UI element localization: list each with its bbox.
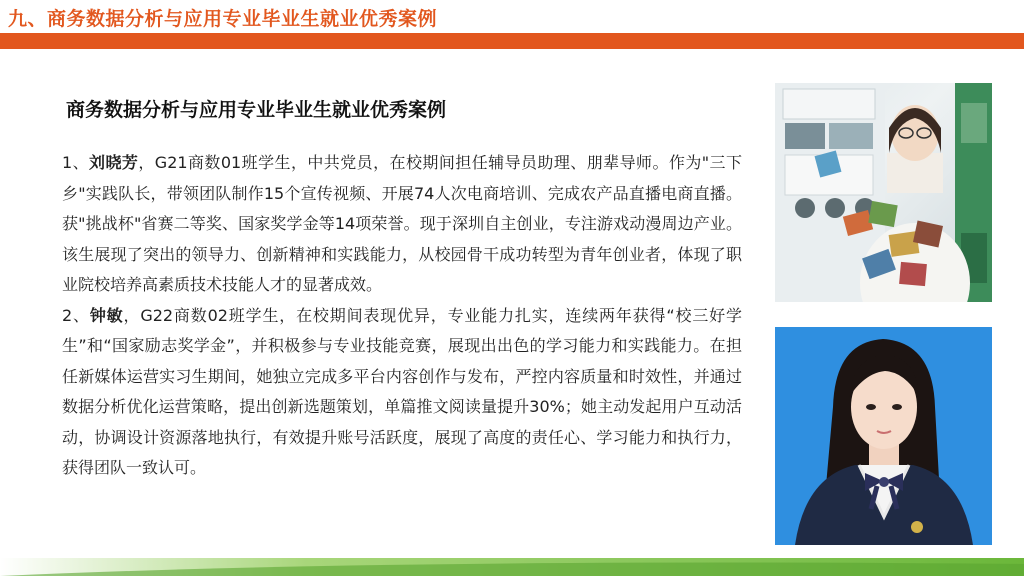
case-description [62, 148, 742, 484]
case-1-paragraph [62, 148, 742, 301]
case-2-text: ，G22商数02班学生，在校期间表现优异，专业能力扎实，连续两年获得“校三好学生”和“国家励志奖学金”，并积极参与专业技能竞赛，展现出出色的学习能力和实践能力。在担任新媒体运营实习生期间，她独立完成多平台内容创作与发布，严控内容质量和时效性，并通过数据分析优化运营策略，提出创新选题策划，单篇推文阅读量提升30%；她主动发起用户互动活动，协调设计资源落地执行，有效提升账号活跃度，展现了高度的责任心、学习能力和执行力，获得团队一致认可。 [62, 305, 742, 477]
page-title: 商务数据分析与应用专业毕业生就业优秀案例 [66, 99, 447, 121]
student-1-photo [775, 83, 992, 302]
student-2-portrait [775, 327, 992, 545]
case-1-name: 刘晓芳 [89, 153, 139, 172]
case-1-prefix: 1、 [62, 153, 90, 172]
case-2-prefix: 2、 [62, 305, 90, 325]
exhibition-scene-image [775, 83, 992, 302]
header-accent-bar [0, 33, 1024, 49]
bottom-decorative-band [0, 558, 1024, 576]
case-2-paragraph [62, 301, 742, 484]
portrait-image [775, 327, 992, 545]
case-2-name: 钟敏 [89, 305, 124, 325]
section-header-title: 九、商务数据分析与应用专业毕业生就业优秀案例 [8, 8, 438, 30]
case-1-text: ，G21商数01班学生，中共党员，在校期间担任辅导员助理、朋辈导师。作为"三下乡"实践队长，带领团队制作15个宣传视频、开展74人次电商培训、完成农产品直播电商直播。获"挑战杯"省赛二等奖、国家奖学金等14项荣誉。现于深圳自主创业，专注游戏动漫周边产业。该生展现了突出的领导力、创新精神和实践能力，从校园骨干成功转型为青年创业者，体现了职业院校培养高素质技术技能人才的显著成效。 [62, 153, 742, 294]
